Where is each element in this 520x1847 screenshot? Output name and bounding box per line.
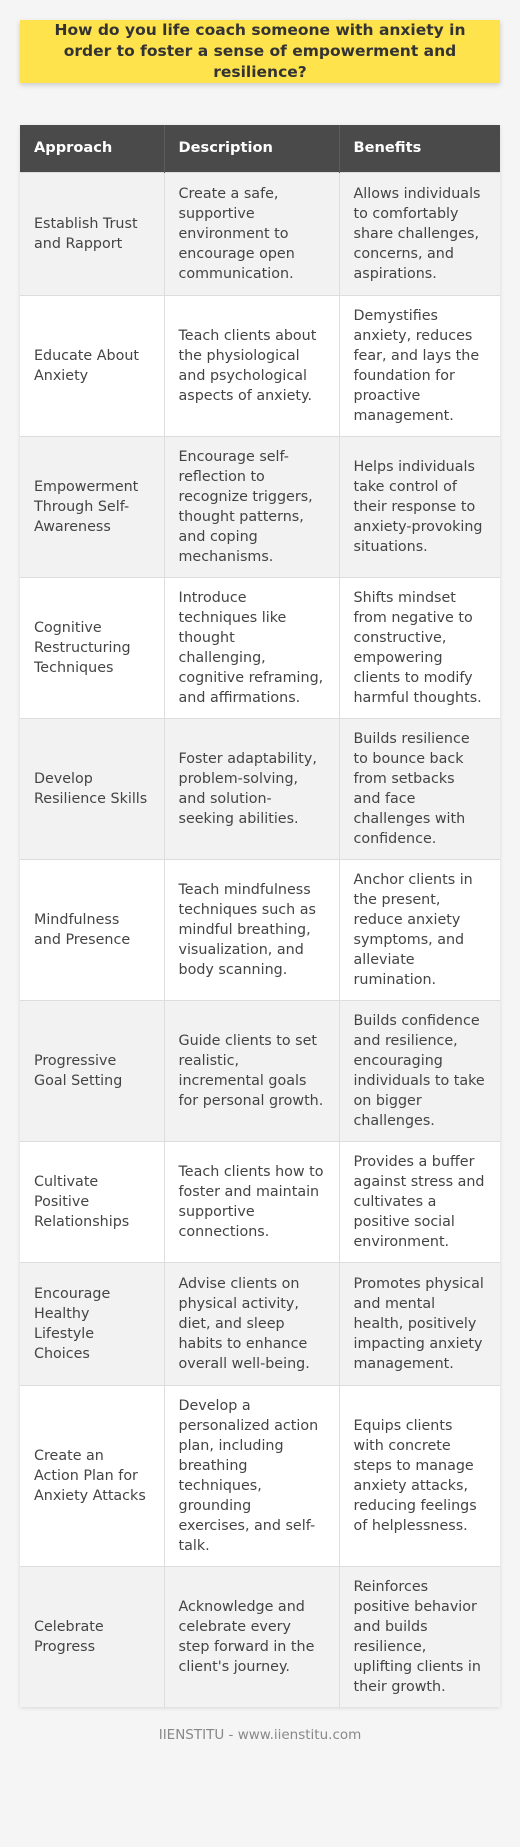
cell-approach: Encourage Healthy Lifestyle Choices <box>20 1262 164 1385</box>
cell-approach: Establish Trust and Rapport <box>20 172 164 295</box>
table-header <box>20 125 500 172</box>
cell-benefits: Demystifies anxiety, reduces fear, and lays the foundation for proactive management. <box>339 295 500 436</box>
column-header-benefits: Benefits <box>339 125 500 172</box>
approach-table-grid <box>20 125 500 1707</box>
cell-benefits: Builds confidence and resilience, encouraging individuals to take on bigger challenges. <box>339 1000 500 1141</box>
cell-approach: Create an Action Plan for Anxiety Attacks <box>20 1385 164 1566</box>
cell-approach: Cognitive Restructuring Techniques <box>20 577 164 718</box>
cell-benefits: Shifts mindset from negative to constructive, empowering clients to modify harmful thoughts. <box>339 577 500 718</box>
cell-description: Develop a personalized action plan, including breathing techniques, grounding exercises, and self-talk. <box>164 1385 339 1566</box>
cell-description: Create a safe, supportive environment to encourage open communication. <box>164 172 339 295</box>
cell-approach: Progressive Goal Setting <box>20 1000 164 1141</box>
cell-approach: Empowerment Through Self-Awareness <box>20 436 164 577</box>
footer-text: IIENSTITU - www.iienstitu.com <box>158 1726 362 1743</box>
cell-description: Guide clients to set realistic, incremental goals for personal growth. <box>164 1000 339 1141</box>
cell-benefits: Anchor clients in the present, reduce anxiety symptoms, and alleviate rumination. <box>339 859 500 1000</box>
cell-approach: Develop Resilience Skills <box>20 718 164 859</box>
cell-description: Teach mindfulness techniques such as mindful breathing, visualization, and body scanning. <box>164 859 339 1000</box>
table-row <box>20 1141 500 1262</box>
table-header-row <box>20 125 500 172</box>
table-row <box>20 172 500 295</box>
cell-approach: Educate About Anxiety <box>20 295 164 436</box>
cell-description: Encourage self-reflection to recognize triggers, thought patterns, and coping mechanisms. <box>164 436 339 577</box>
cell-benefits: Equips clients with concrete steps to manage anxiety attacks, reducing feelings of helplessness. <box>339 1385 500 1566</box>
table-row <box>20 1385 500 1566</box>
table-row <box>20 1000 500 1141</box>
cell-description: Introduce techniques like thought challenging, cognitive reframing, and affirmations. <box>164 577 339 718</box>
column-header-description: Description <box>164 125 339 172</box>
cell-approach: Cultivate Positive Relationships <box>20 1141 164 1262</box>
cell-benefits: Allows individuals to comfortably share challenges, concerns, and aspirations. <box>339 172 500 295</box>
table-row <box>20 436 500 577</box>
cell-benefits: Provides a buffer against stress and cultivates a positive social environment. <box>339 1141 500 1262</box>
cell-approach: Mindfulness and Presence <box>20 859 164 1000</box>
cell-description: Acknowledge and celebrate every step forward in the client's journey. <box>164 1566 339 1707</box>
cell-benefits: Promotes physical and mental health, positively impacting anxiety management. <box>339 1262 500 1385</box>
column-header-approach: Approach <box>20 125 164 172</box>
cell-description: Advise clients on physical activity, diet, and sleep habits to enhance overall well-being. <box>164 1262 339 1385</box>
footer <box>20 1707 500 1764</box>
approach-table <box>20 125 500 1707</box>
cell-description: Teach clients about the physiological and psychological aspects of anxiety. <box>164 295 339 436</box>
cell-benefits: Builds resilience to bounce back from setbacks and face challenges with confidence. <box>339 718 500 859</box>
table-row <box>20 295 500 436</box>
cell-benefits: Helps individuals take control of their response to anxiety-provoking situations. <box>339 436 500 577</box>
page-title-text: How do you life coach someone with anxiety in order to foster a sense of empowerment and resilience? <box>54 21 466 81</box>
cell-benefits: Reinforces positive behavior and builds resilience, uplifting clients in their growth. <box>339 1566 500 1707</box>
table-row <box>20 859 500 1000</box>
cell-description: Teach clients how to foster and maintain supportive connections. <box>164 1141 339 1262</box>
table-body <box>20 172 500 1707</box>
page-title <box>20 20 500 83</box>
table-row <box>20 718 500 859</box>
cell-approach: Celebrate Progress <box>20 1566 164 1707</box>
table-row <box>20 1262 500 1385</box>
cell-description: Foster adaptability, problem-solving, and solution-seeking abilities. <box>164 718 339 859</box>
table-row <box>20 1566 500 1707</box>
table-row <box>20 577 500 718</box>
